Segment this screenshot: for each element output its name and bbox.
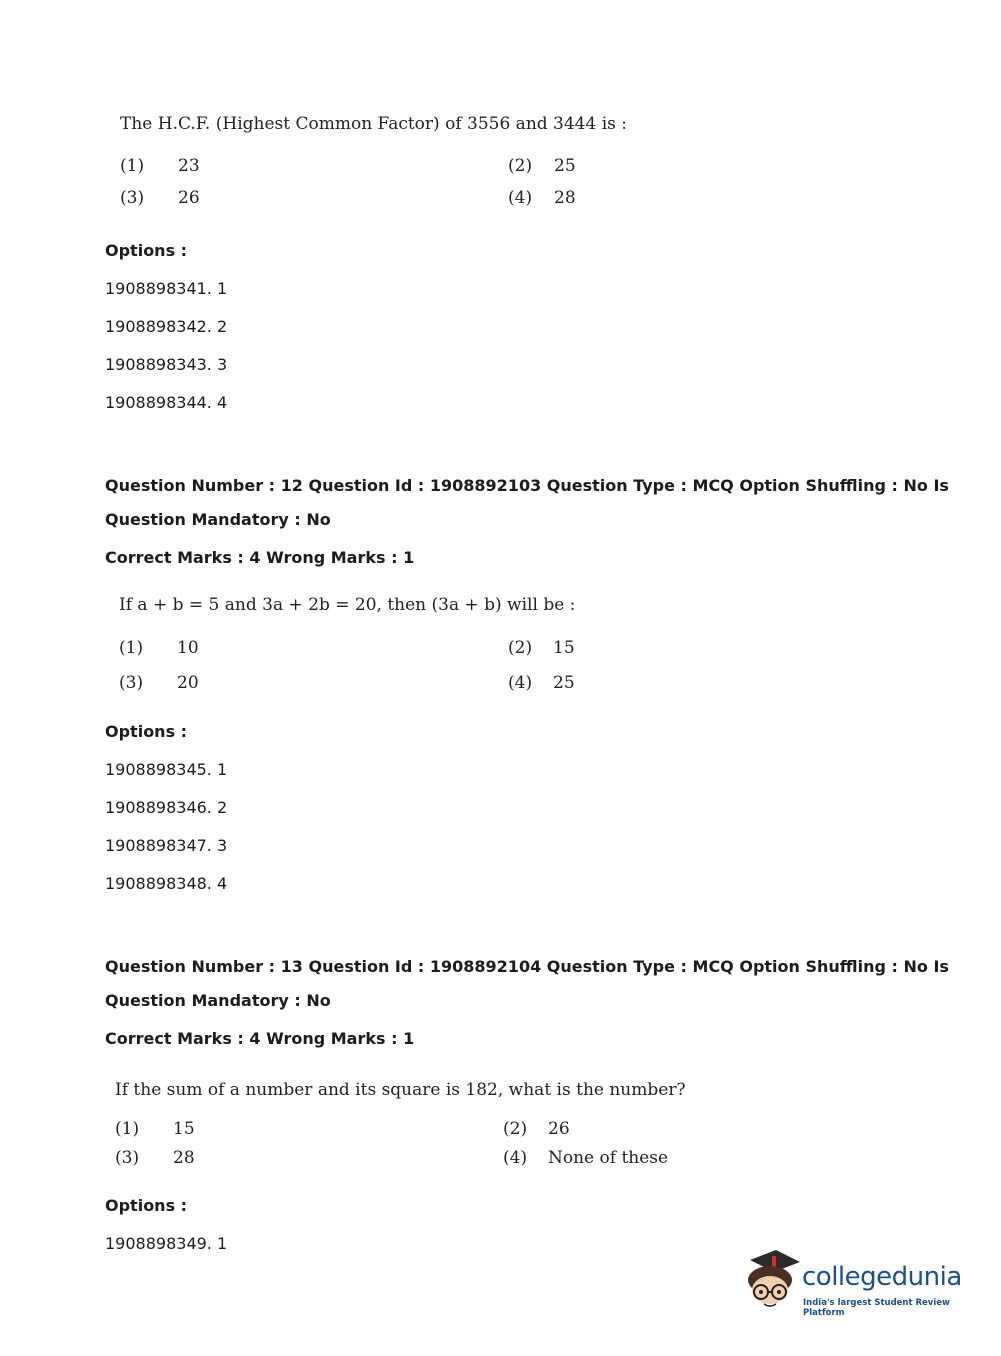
- choice-value: 20: [177, 673, 199, 693]
- choice-number: (1): [120, 156, 145, 176]
- option-item: 1908898348. 4: [105, 874, 228, 893]
- question-marks: Correct Marks : 4 Wrong Marks : 1: [105, 548, 415, 567]
- question-header: Question Number : 12 Question Id : 1908892103 Question Type : MCQ Option Shuffling : No Is: [105, 476, 949, 495]
- options-label: Options :: [105, 722, 188, 741]
- choice-value: 15: [173, 1119, 195, 1139]
- question-text: If a + b = 5 and 3a + 2b = 20, then (3a + b) will be :: [119, 595, 576, 615]
- choice-number: (4): [503, 1148, 528, 1168]
- choice-2: [508, 156, 576, 176]
- question-marks: Correct Marks : 4 Wrong Marks : 1: [105, 1029, 415, 1048]
- choice-value: None of these: [548, 1148, 669, 1168]
- choice-3: [115, 1148, 195, 1168]
- choice-value: 25: [554, 156, 576, 176]
- option-item: 1908898346. 2: [105, 798, 228, 817]
- mascot-icon: [742, 1248, 804, 1318]
- choice-number: (1): [119, 638, 144, 658]
- choice-number: (2): [503, 1119, 528, 1139]
- option-item: 1908898344. 4: [105, 393, 228, 412]
- question-mandatory: Question Mandatory : No: [105, 991, 331, 1010]
- question-mandatory: Question Mandatory : No: [105, 510, 331, 529]
- choice-value: 23: [178, 156, 200, 176]
- question-text: If the sum of a number and its square is 182, what is the number?: [115, 1080, 686, 1100]
- choice-value: 26: [178, 188, 200, 208]
- choice-number: (2): [508, 638, 533, 658]
- choice-1: [115, 1119, 195, 1139]
- options-label: Options :: [105, 1196, 188, 1215]
- question-text: The H.C.F. (Highest Common Factor) of 3556 and 3444 is :: [120, 114, 628, 134]
- choice-number: (3): [120, 188, 145, 208]
- choice-number: (3): [115, 1148, 140, 1168]
- choice-1: [119, 638, 199, 658]
- logo-name: collegedunia: [802, 1262, 962, 1292]
- option-item: 1908898343. 3: [105, 355, 228, 374]
- choice-4: [503, 1148, 668, 1168]
- choice-2: [508, 638, 575, 658]
- option-item: 1908898345. 1: [105, 760, 228, 779]
- choice-3: [119, 673, 199, 693]
- question-header: Question Number : 13 Question Id : 1908892104 Question Type : MCQ Option Shuffling : No Is: [105, 957, 949, 976]
- choice-value: 10: [177, 638, 199, 658]
- choice-value: 25: [553, 673, 575, 693]
- option-item: 1908898349. 1: [105, 1234, 228, 1253]
- logo-tagline: India's largest Student Review Platform: [803, 1298, 950, 1318]
- option-item: 1908898347. 3: [105, 836, 228, 855]
- choice-4: [508, 673, 575, 693]
- choice-value: 28: [554, 188, 576, 208]
- choice-3: [120, 188, 200, 208]
- choice-1: [120, 156, 200, 176]
- choice-number: (3): [119, 673, 144, 693]
- choice-value: 26: [548, 1119, 570, 1139]
- choice-2: [503, 1119, 570, 1139]
- options-label: Options :: [105, 241, 188, 260]
- choice-number: (4): [508, 188, 533, 208]
- option-item: 1908898342. 2: [105, 317, 228, 336]
- choice-number: (2): [508, 156, 533, 176]
- choice-value: 15: [553, 638, 575, 658]
- choice-number: (4): [508, 673, 533, 693]
- choice-number: (1): [115, 1119, 140, 1139]
- choice-value: 28: [173, 1148, 195, 1168]
- collegedunia-logo: [742, 1248, 972, 1318]
- choice-4: [508, 188, 576, 208]
- option-item: 1908898341. 1: [105, 279, 228, 298]
